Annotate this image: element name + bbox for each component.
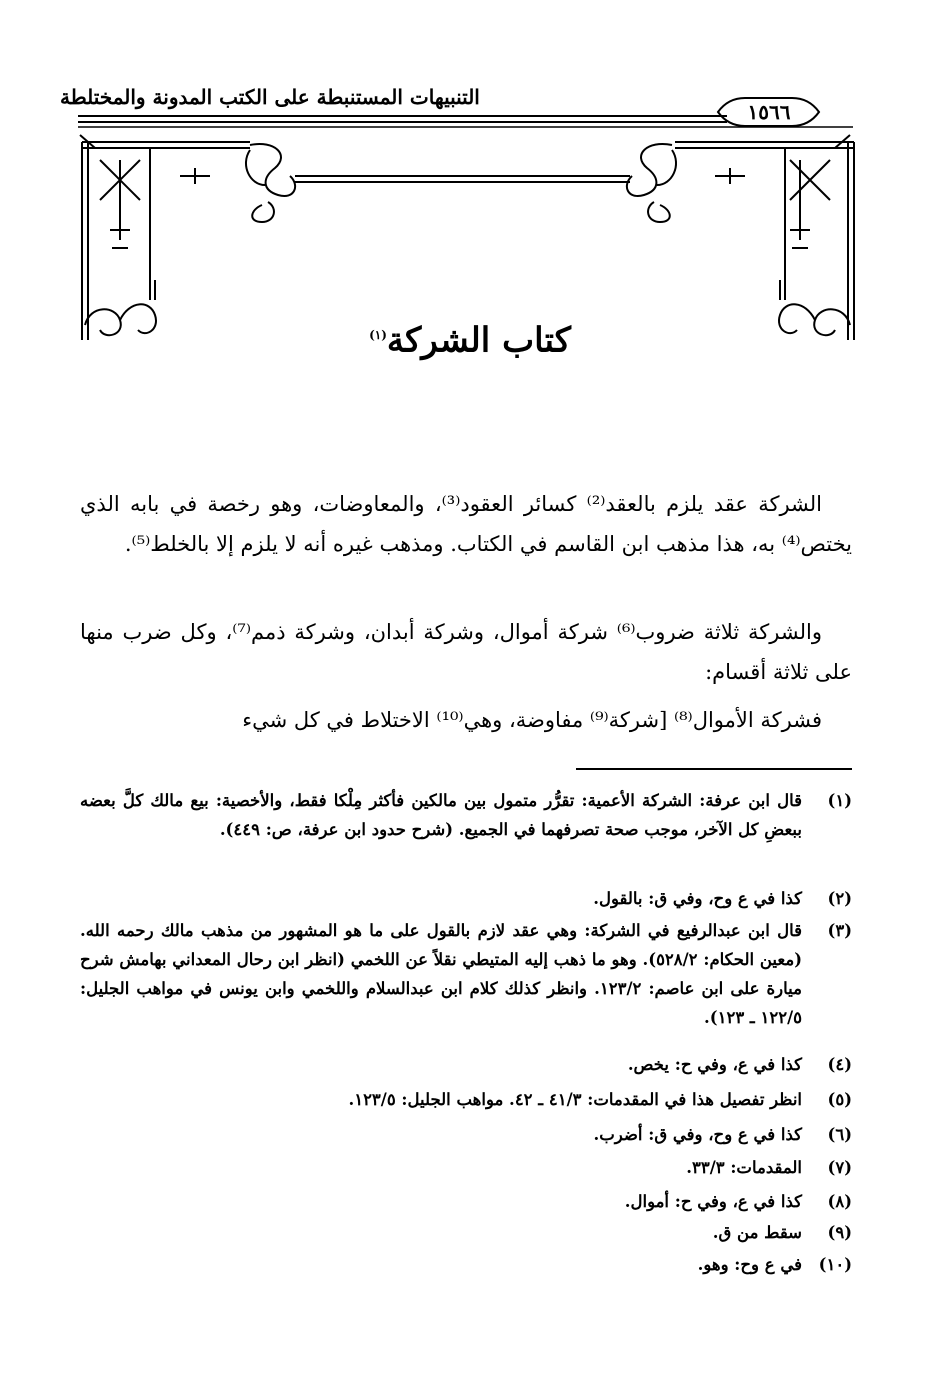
footnote-number: (٤) (827, 1055, 852, 1074)
footnote-text: في ع وح: وهو. (697, 1255, 802, 1274)
footnote-text: كذا في ع وح، وفي ق: بالقول. (593, 889, 802, 908)
footnote-separator (576, 768, 852, 770)
footnote-text: قال ابن عرفة: الشركة الأعمية: تقرُّر متمول بين مالكين فأكثر مِلْكا فقط، والأخصية: بيع مالك كلَّ بعضه ببعضِ كل الآخر، موجب صحة تصرفهما في الجميع. (شرح حدود ابن عرفة، ص: ٤٤٩). (80, 791, 802, 839)
chapter-title-text: كتاب الشركة (386, 320, 571, 361)
footnote-number: (١٠) (818, 1255, 852, 1274)
paragraph-1: الشركة عقد يلزم بالعقد⁽²⁾ كسائر العقود⁽³⁾، والمعاوضات، وهو رخصة في بابه الذي يختص⁽⁴⁾ به، هذا مذهب ابن القاسم في الكتاب. ومذهب غيره أنه لا يلزم إلا بالخلط⁽⁵⁾. (80, 492, 852, 556)
footnote-text: كذا في ع، وفي ح: أموال. (624, 1192, 802, 1211)
footnote-number: (١) (827, 791, 852, 810)
footnote-text: المقدمات: ٣٣/٣. (686, 1158, 802, 1177)
footnote-text: كذا في ع، وفي ح: يخص. (627, 1055, 802, 1074)
footnote-number: (٢) (827, 889, 852, 908)
chapter-title (320, 300, 620, 370)
footnote-number: (٧) (827, 1158, 852, 1177)
running-title: التنبيهات المستنبطة على الكتب المدونة والمختلطة (60, 85, 480, 109)
footnote-number: (٩) (827, 1223, 852, 1242)
paragraph-2: والشركة ثلاثة ضروب⁽⁶⁾ شركة أموال، وشركة أبدان، وشركة ذمم⁽⁷⁾، وكل ضرب منها على ثلاثة أقسام: (80, 620, 852, 684)
page-number: ١٥٦٦ (747, 100, 791, 124)
footnote-number: (٥) (827, 1090, 852, 1109)
footnote-text: كذا في ع وح، وفي ق: أضرب. (593, 1125, 802, 1144)
footnote-number: (٣) (827, 921, 852, 940)
paragraph-3: فشركة الأموال⁽⁸⁾ [شركة⁽⁹⁾ مفاوضة، وهي⁽¹⁰⁾ الاختلاط في كل شيء (242, 708, 822, 732)
footnote-number: (٨) (827, 1192, 852, 1211)
footnote-text: قال ابن عبدالرفيع في الشركة: وهي عقد لازم بالقول على ما هو المشهور من مذهب مالك رحمه الله. (معين الحكام: ٥٢٨/٢). وهو ما ذهب إليه المتيطي نقلاً عن اللخمي (انظر ابن رحال المعداني بهامش شرح ميارة على ابن عاصم: ١٢٣/٢. وانظر كذلك كلام ابن عبدالسلام واللخمي وابن يونس في مواهب الجليل: ١٢٢/٥ ـ ١٢٣). (80, 921, 803, 1027)
footnote-text: انظر تفصيل هذا في المقدمات: ٤١/٣ ـ ٤٢. مواهب الجليل: ١٢٣/٥. (348, 1090, 802, 1109)
chapter-note-ref: (١) (369, 328, 387, 342)
footnote-number: (٦) (827, 1125, 852, 1144)
footnote-text: سقط من ق. (712, 1223, 802, 1242)
